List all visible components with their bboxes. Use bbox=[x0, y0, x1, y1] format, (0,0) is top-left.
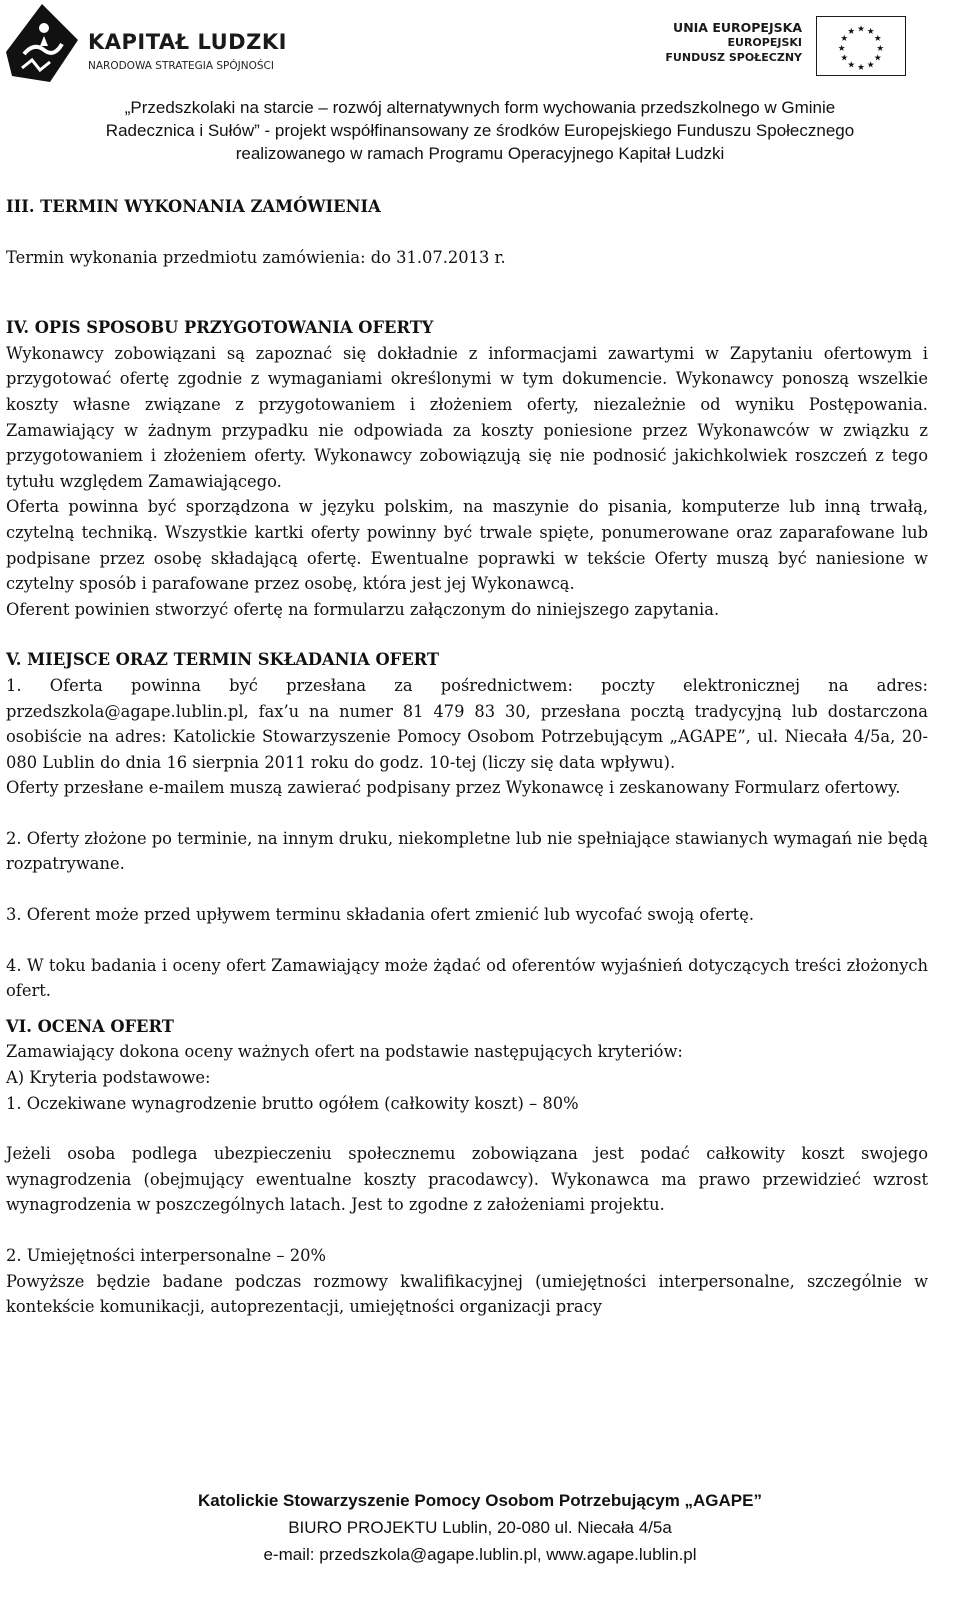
caption-line: Radecznica i Sułów” - projekt współfinansowany ze środków Europejskiego Funduszu Społecznego bbox=[105, 121, 855, 140]
eu-logo-line3: FUNDUSZ SPOŁECZNY bbox=[665, 51, 802, 64]
paragraph: 4. W toku badania i oceny ofert Zamawiający może żądać od oferentów wyjaśnień dotyczących treści złożonych ofert. bbox=[6, 955, 928, 1001]
svg-text:★: ★ bbox=[873, 34, 882, 45]
section-heading: III. TERMIN WYKONANIA ZAMÓWIENIA bbox=[6, 197, 381, 216]
paragraph: Oferty przesłane e-mailem muszą zawierać podpisany przez Wykonawcę i zeskanowany Formularz ofertowy. bbox=[6, 778, 901, 798]
criterion: 1. Oczekiwane wynagrodzenie brutto ogółem (całkowity koszt) – 80% bbox=[6, 1093, 579, 1113]
eu-flag-icon bbox=[816, 16, 906, 76]
paragraph: Oferent powinien stworzyć ofertę na formularzu załączonym do niniejszego zapytania. bbox=[6, 599, 720, 619]
svg-text:★: ★ bbox=[873, 53, 882, 64]
svg-text:★: ★ bbox=[840, 53, 849, 64]
page-footer bbox=[0, 1487, 960, 1568]
paragraph: 2. Oferty złożone po terminie, na innym druku, niekompletne lub nie spełniające stawianych wymagań nie będą rozpatrywane. bbox=[6, 828, 928, 874]
kapital-ludzki-logo bbox=[4, 4, 304, 84]
svg-text:★: ★ bbox=[866, 60, 875, 71]
svg-text:★: ★ bbox=[866, 27, 875, 38]
svg-text:★: ★ bbox=[837, 43, 846, 54]
caption-line: „Przedszkolaki na starcie – rozwój alternatywnych form wychowania przedszkolnego w Gminie bbox=[124, 98, 836, 117]
eu-logo bbox=[665, 14, 906, 80]
paragraph: Powyższe będzie badane podczas rozmowy kwalifikacyjnej (umiejętności interpersonalne, szczególnie w kontekście komunikacji, autoprezentacji, umiejętności organizacji pracy bbox=[6, 1271, 928, 1317]
eu-logo-text bbox=[665, 20, 802, 65]
section-heading: VI. OCENA OFERT bbox=[6, 1016, 174, 1036]
eu-logo-line1: UNIA EUROPEJSKA bbox=[673, 20, 802, 35]
svg-text:★: ★ bbox=[857, 24, 865, 35]
footer-address: BIURO PROJEKTU Lublin, 20-080 ul. Niecała 4/5a bbox=[288, 1518, 672, 1537]
section-heading: IV. OPIS SPOSOBU PRZYGOTOWANIA OFERTY bbox=[6, 318, 434, 338]
caption-line: realizowanego w ramach Programu Operacyjnego Kapitał Ludzki bbox=[235, 144, 725, 163]
paragraph: Zamawiający dokona oceny ważnych ofert na podstawie następujących kryteriów: bbox=[6, 1042, 683, 1062]
svg-text:★: ★ bbox=[847, 60, 856, 71]
kapital-ludzki-subtitle: NARODOWA STRATEGIA SPÓJNOŚCI bbox=[88, 60, 274, 72]
paragraph: 1. Oferta powinna być przesłana za pośrednictwem: poczty elektronicznej na adres: przedszkola@agape.lublin.pl, fax’u na numer 81 479 83 30, przesłana pocztą tradycyjną lub dostarczona osobiście na adres: Katolickie Stowarzyszenie Pomocy Osobom Potrzebującym „AGAPE”, ul. Niecała 4/5a, 20-080 Lublin do dnia 16 sierpnia 2011 roku do godz. 10-tej (liczy się data wpływu). bbox=[6, 675, 928, 772]
kapital-ludzki-emblem-icon bbox=[4, 4, 84, 84]
svg-text:★: ★ bbox=[840, 34, 849, 45]
paragraph: A) Kryteria podstawowe: bbox=[6, 1068, 211, 1088]
eu-logo-line2: EUROPEJSKI bbox=[727, 36, 802, 49]
document-body bbox=[6, 194, 928, 1320]
section-heading: V. MIEJSCE ORAZ TERMIN SKŁADANIA OFERT bbox=[6, 650, 439, 670]
kapital-ludzki-title: KAPITAŁ LUDZKI bbox=[88, 30, 287, 54]
paragraph: Termin wykonania przedmiotu zamówienia: do 31.07.2013 r. bbox=[6, 247, 506, 267]
svg-text:★: ★ bbox=[857, 63, 865, 74]
project-caption bbox=[0, 96, 960, 165]
paragraph: Oferta powinna być sporządzona w języku polskim, na maszynie do pisania, komputerze lub inną trwałą, czytelną techniką. Wszystkie kartki oferty powinny być trwale spięte, ponumerowane oraz zaparafowane lub podpisane przez osobę składającą ofertę. Ewentualne poprawki w tekście Oferty muszą być naniesione w czytelny sposób i parafowane przez osobę, która jest jej Wykonawcą. bbox=[6, 497, 928, 594]
paragraph: Wykonawcy zobowiązani są zapoznać się dokładnie z informacjami zawartymi w Zapytaniu ofertowym i przygotować ofertę zgodnie z wymaganiami określonymi w tym dokumencie. Wykonawcy ponoszą wszelkie koszty własne związane z przygotowaniem i złożeniem oferty, niezależnie od wyniku Postępowania. Zamawiający w żadnym przypadku nie odpowiada za koszty poniesione przez Wykonawców w związku z przygotowaniem i złożeniem oferty. Wykonawcy zobowiązują się nie podnosić jakichkolwiek roszczeń z tego tytułu względem Zamawiającego. bbox=[6, 343, 928, 491]
footer-organization: Katolickie Stowarzyszenie Pomocy Osobom Potrzebującym „AGAPE” bbox=[198, 1491, 762, 1510]
paragraph: Jeżeli osoba podlega ubezpieczeniu społecznemu zobowiązana jest podać całkowity koszt swojego wynagrodzenia (obejmujący ewentualne koszty pracodawcy). Wykonawca ma prawo przewidzieć wzrost wynagrodzenia w poszczególnych latach. Jest to zgodne z założeniami projektu. bbox=[6, 1144, 928, 1215]
svg-text:★: ★ bbox=[847, 27, 856, 38]
footer-contact: e-mail: przedszkola@agape.lublin.pl, www.agape.lublin.pl bbox=[263, 1545, 697, 1564]
paragraph: 3. Oferent może przed upływem terminu składania ofert zmienić lub wycofać swoją ofertę. bbox=[6, 905, 755, 925]
criterion: 2. Umiejętności interpersonalne – 20% bbox=[6, 1246, 326, 1265]
svg-text:★: ★ bbox=[876, 43, 885, 54]
